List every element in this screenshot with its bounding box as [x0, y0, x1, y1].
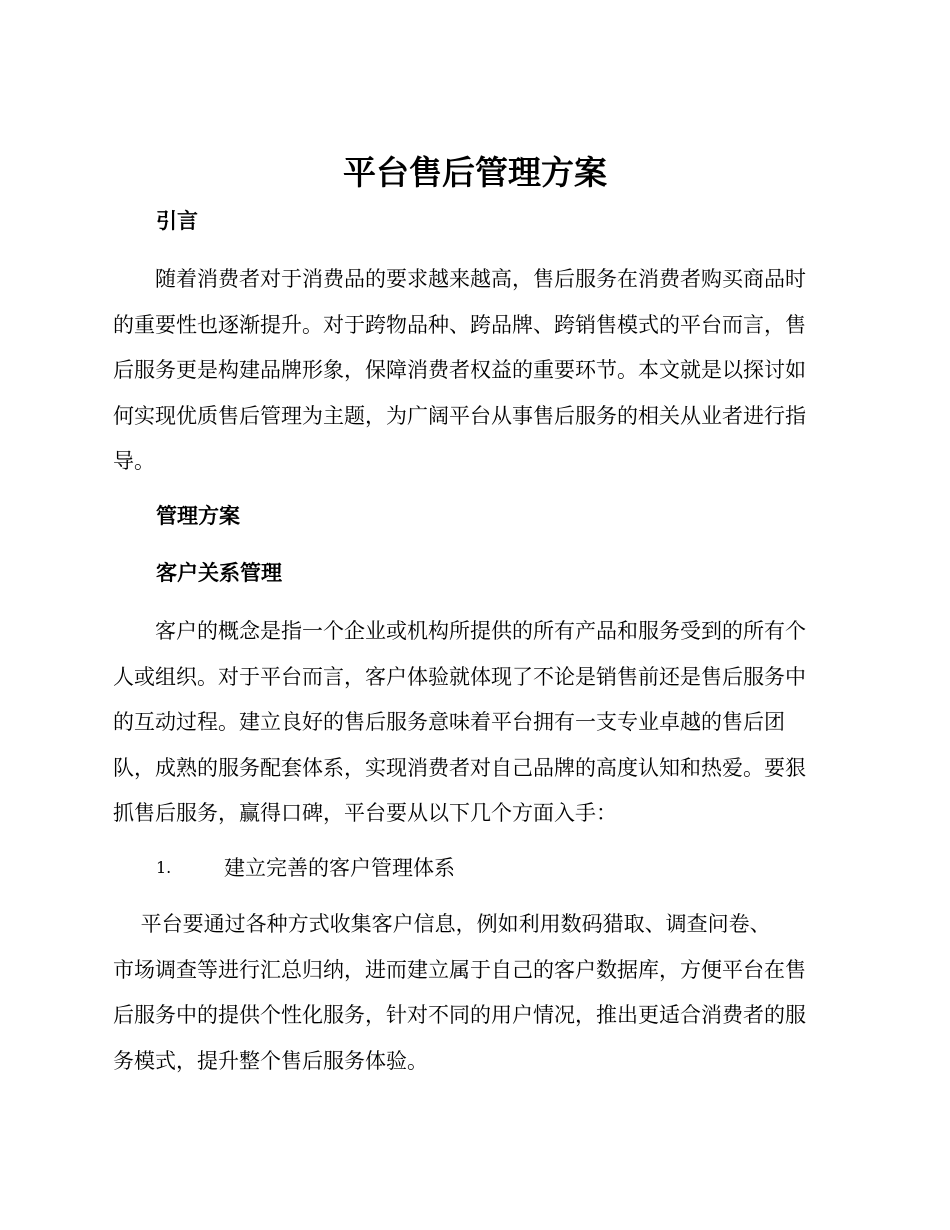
intro-paragraph [113, 257, 831, 485]
paragraph-line: 客户的概念是指一个企业或机构所提供的所有产品和服务受到的所有个 [113, 619, 806, 643]
section-heading-intro: 引言 [156, 209, 198, 233]
document-title: 平台售后管理方案 [343, 153, 607, 192]
crm-paragraph [113, 609, 831, 837]
paragraph-line: 队，成熟的服务配套体系，实现消费者对自己品牌的高度认知和热爱。要狠 [113, 755, 806, 780]
paragraph-line: 平台要通过各种方式收集客户信息，例如利用数码猎取、调查问卷、 [113, 912, 771, 936]
paragraph-line: 人或组织。对于平台而言，客户体验就体现了不论是销售前还是售后服务中 [113, 664, 806, 689]
paragraph-line: 的互动过程。建立良好的售后服务意味着平台拥有一支专业卓越的售后团 [113, 710, 785, 734]
paragraph-line: 后服务中的提供个性化服务，针对不同的用户情况，推出更适合消费者的服 [113, 1003, 806, 1027]
paragraph-line: 何实现优质售后管理为主题，为广阔平台从事售后服务的相关从业者进行指 [113, 403, 806, 428]
paragraph-line: 导。 [113, 449, 155, 473]
item1-paragraph [113, 902, 831, 1084]
paragraph-line: 市场调查等进行汇总归纳，进而建立属于自己的客户数据库，方便平台在售 [113, 957, 806, 982]
paragraph-line: 务模式，提升整个售后服务体验。 [113, 1048, 428, 1073]
paragraph-line: 随着消费者对于消费品的要求越来越高，售后服务在消费者购买商品时 [113, 267, 806, 291]
list-item-text: 建立完善的客户管理体系 [224, 856, 455, 880]
list-item-number: 1. [156, 858, 172, 877]
section-heading-plan: 管理方案 [156, 504, 240, 528]
paragraph-line: 抓售后服务，赢得口碑，平台要从以下几个方面入手： [113, 801, 617, 825]
paragraph-line: 的重要性也逐渐提升。对于跨物品种、跨品牌、跨销售模式的平台而言，售 [113, 312, 806, 337]
paragraph-line: 后服务更是构建品牌形象，保障消费者权益的重要环节。本文就是以探讨如 [113, 358, 806, 382]
section-heading-crm: 客户关系管理 [156, 561, 282, 585]
